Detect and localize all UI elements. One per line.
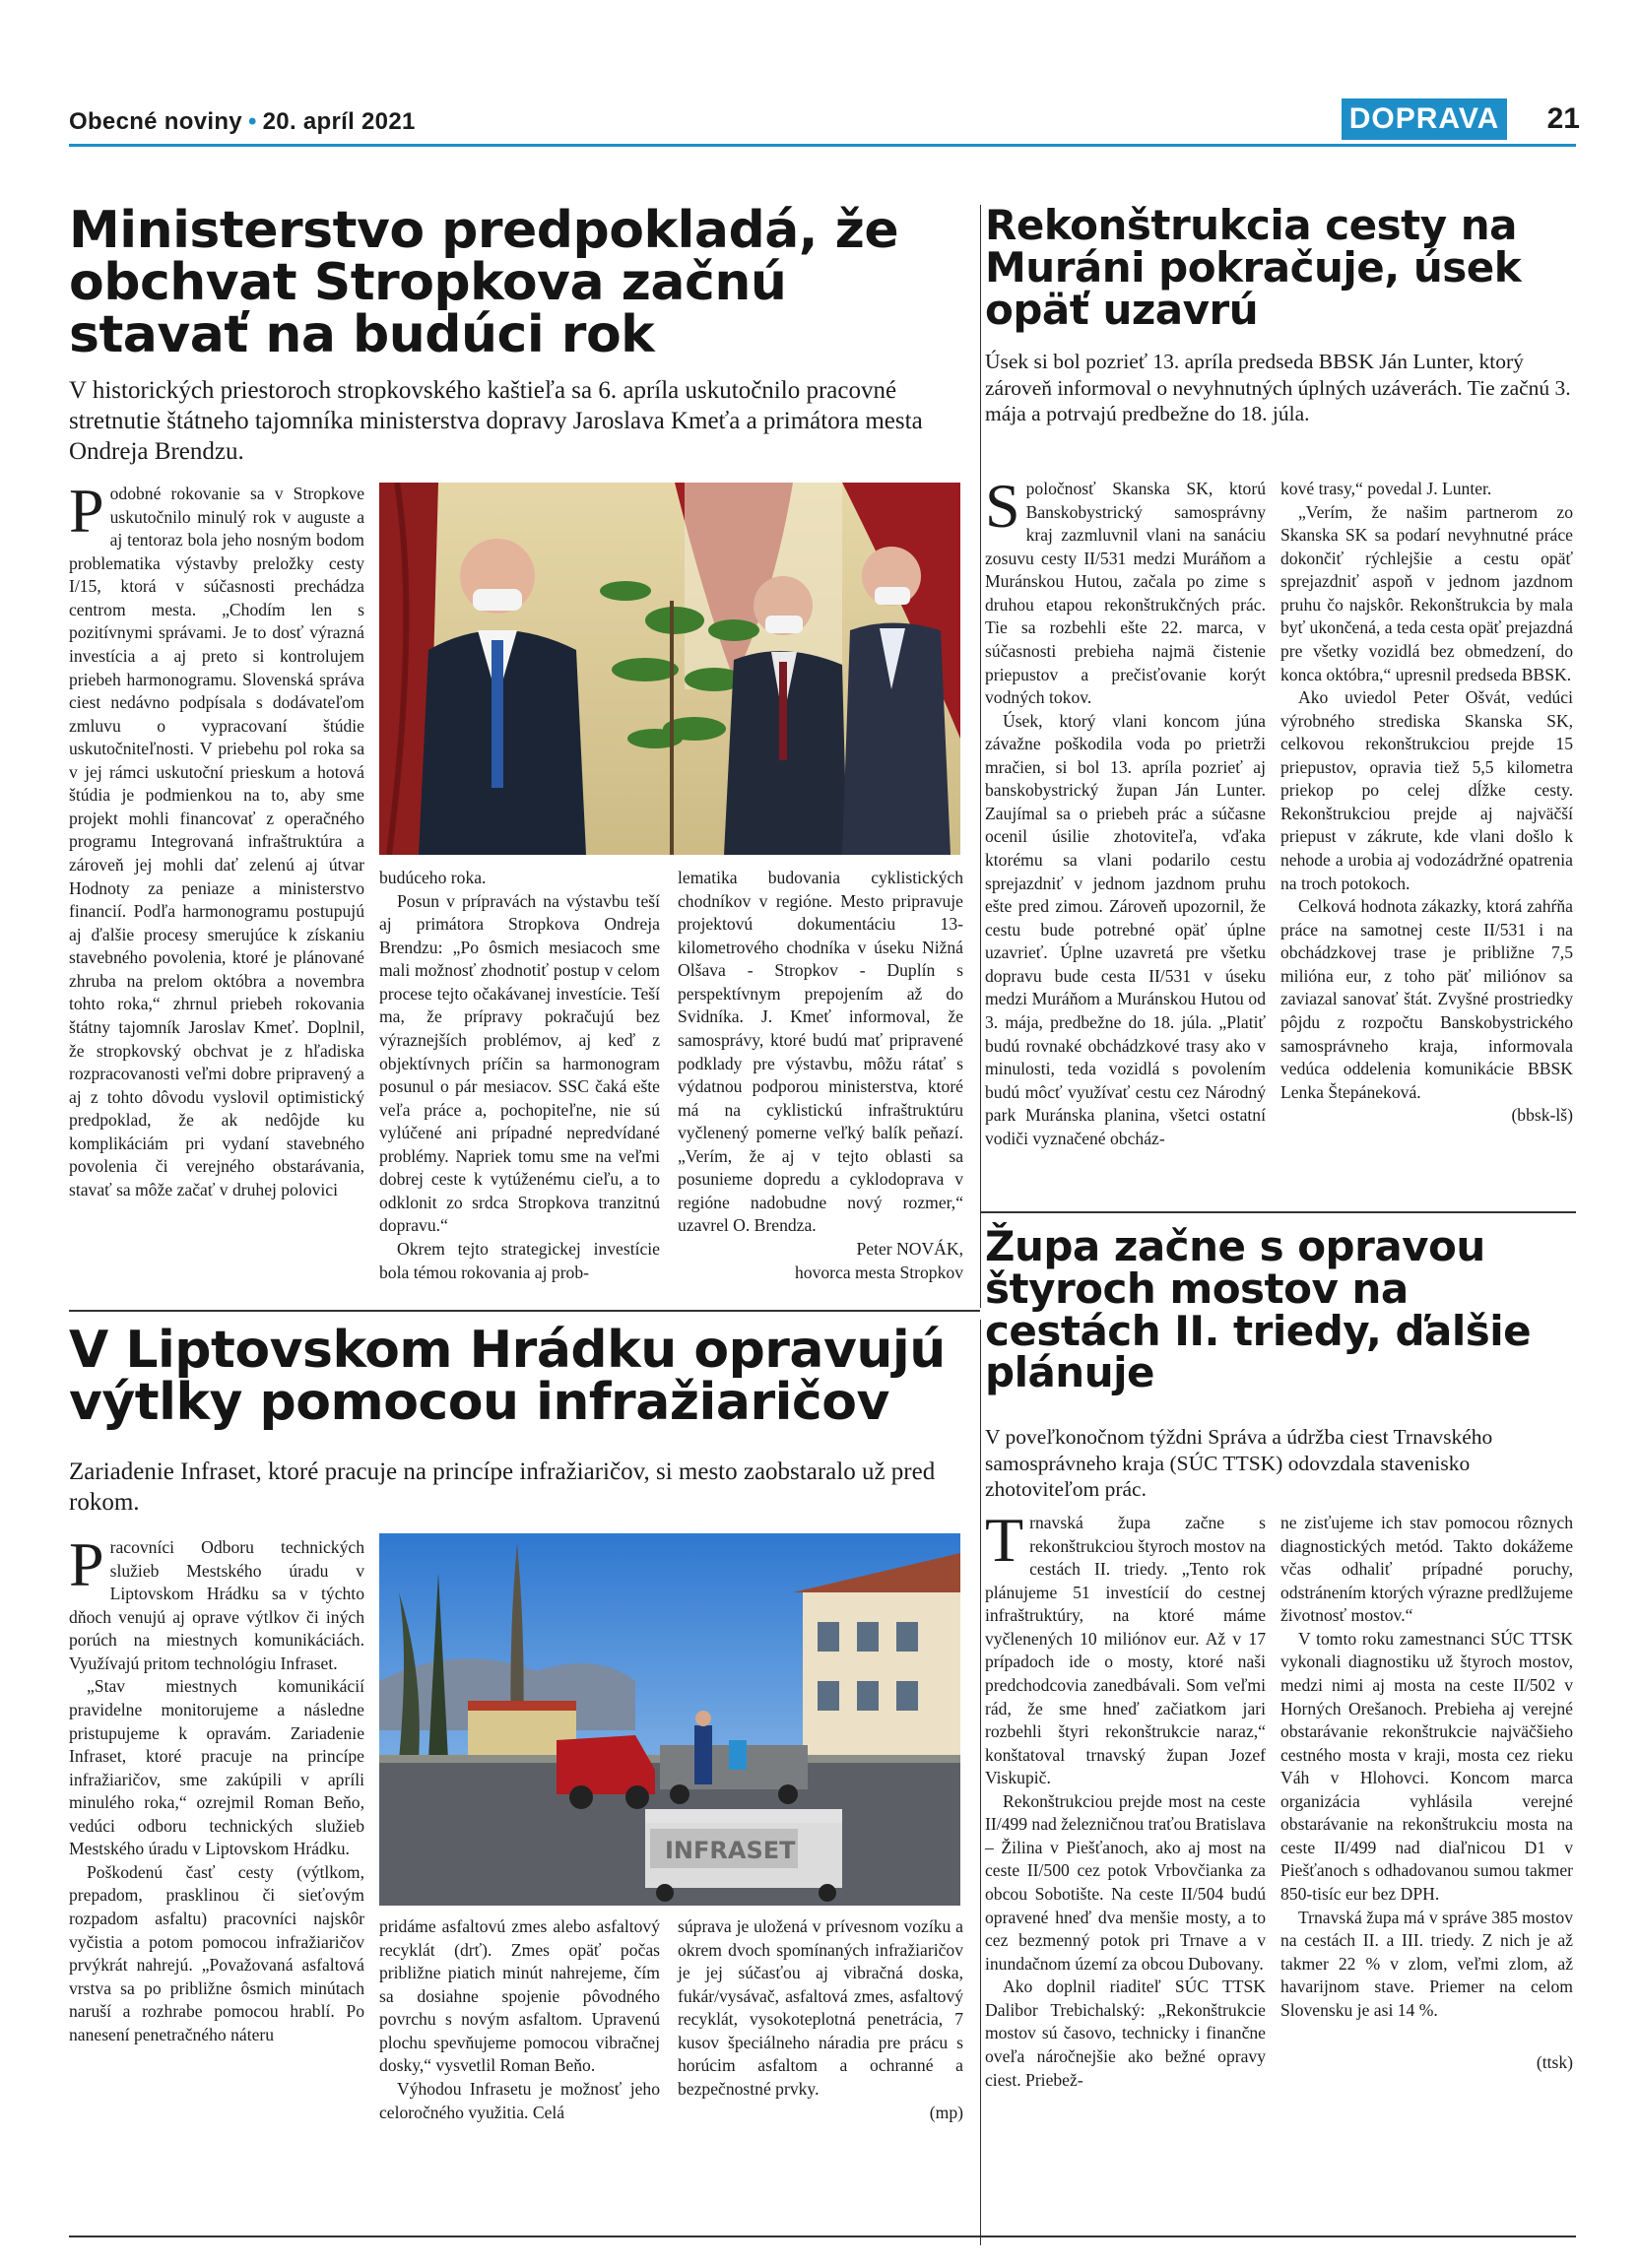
article-lead: V poveľkonočnom týždni Správa a údržba ciest Trnavského samosprávneho kraja (SÚC TTSK) odovzdala stavenisko zhotoviteľom prác. bbox=[985, 1425, 1493, 1502]
article-signature: (ttsk) bbox=[1536, 2052, 1573, 2073]
publication-name: Obecné noviny bbox=[69, 108, 242, 135]
article-column bbox=[69, 476, 364, 1201]
article-lead: Úsek si bol pozrieť 13. apríla predseda BBSK Ján Lunter, ktorý zároveň informoval o nevyhnutných úplných uzáverách. Tie začnú 3. mája a potrvajú predbežne do 18. júla. bbox=[985, 350, 1571, 426]
article-column bbox=[678, 867, 963, 1284]
body-paragraph: Poškodenú časť cesty (výtlkom, prepadom, prasklinou či sieťovým rozpadom asfaltu) pracovníci najskôr vyčistia a potom pomocou infražiaričov prvýkrát nahrejú. „Považovaná asfaltová vrstva sa po približne ôsmich minútach naruší a rozhrabe pomocou hrablí. Po nanesení penetračného náteru bbox=[69, 1861, 364, 2044]
body-paragraph: Výhodou Infrasetu je možnosť jeho celoročného využitia. Celá bbox=[379, 2078, 660, 2122]
body-paragraph: lematika budovania cyklistických chodníkov v regióne. Mesto pripravuje projektovú dokumentáciu 13-kilometrového chodníka v úseku Nižná Olšava - Stropkov - Duplín s perspektívnym prepojením až do Svidníka. J. Kmeť informoval, že samosprávy, ktoré budú mať pripravené podklady pre výstavbu, môžu rátať s výdatnou podporou ministerstva, ktoré má na cyklistickú infraštruktúru vyčlenený pomerne veľký balík peňazí. „Verím, že aj v tejto oblasti sa posunieme dopredu a cyklodoprava v regióne nadobudne nový rozmer,“ uzavrel O. Brendza. bbox=[678, 868, 963, 1236]
body-paragraph: kové trasy,“ povedal J. Lunter. bbox=[1280, 479, 1492, 498]
article-headline: V Liptovskom Hrádku opravujú výtlky pomocou infražiaričov bbox=[69, 1321, 946, 1433]
body-paragraph: „Verím, že našim partnerom zo Skanska SK sa podarí nevyhnutné práce dokončiť rýchlejšie a cestu opäť sprejazdniť aspoň v jednom jazdnom pruhu čo najskôr. Rekonštrukcia by mala byť ukončená, a teda cesta opäť prejazdná pre všetky vozidlá bez obmedzení, do konca októbra,“ upresnil predseda BBSK. bbox=[1280, 501, 1573, 684]
body-paragraph: Úsek, ktorý vlani koncom júna závažne poškodila voda po prietrži mračien, si bol 13. apríla pozrieť aj banskobystrický župan Ján Lunter. Zaujímal sa o priebeh prác a súčasne ocenil úsilie zhotoviteľa, vďaka ktorému sa vlani podarilo cestu sprejazdniť v jednom jazdnom pruhu ešte pred zimou. Zároveň upozornil, že cestu bude potrebné opäť úplne uzavrieť. Úplne uzavretá pre všetku dopravu bude cesta II/531 v úseku medzi Muráňom a Muránskou Hutou od 3. mája, predbežne do 18. júla. „Platiť budú rovnaké obchádzkové trasy ako v minulosti, teda vozidlá s povolením budú môcť využívať cestu cez Národný park Muránska planina, všetci ostatní vodiči vyznačené obcház- bbox=[985, 710, 1266, 1148]
meeting-photo-image bbox=[379, 483, 960, 855]
infraset-brand-text: INFRASET bbox=[665, 1837, 796, 1864]
article-divider-left bbox=[69, 1310, 980, 1312]
drop-cap: T bbox=[985, 1505, 1024, 1575]
column-divider bbox=[980, 205, 981, 1308]
article-lead: Zariadenie Infraset, ktoré pracuje na princípe infražiaričov, si mesto zaobstaralo už pred rokom. bbox=[69, 1458, 936, 1516]
page-number: 21 bbox=[1546, 102, 1580, 135]
body-paragraph: Ako doplnil riaditeľ SÚC TTSK Dalibor Trebichalský: „Rekonštrukcie mostov sú časovo, technicky i finančne oveľa náročnejšie ako bežné opravy ciest. Priebež- bbox=[985, 1976, 1266, 2090]
article-signature: (mp) bbox=[929, 2102, 963, 2122]
infraset-photo-image bbox=[379, 1533, 960, 1906]
section-label: DOPRAVA bbox=[1342, 98, 1507, 140]
article-column bbox=[985, 471, 1266, 1150]
article-photo-meeting bbox=[379, 483, 960, 855]
body-text: odobné rokovanie sa v Stropkove uskutočnilo minulý rok v auguste a aj tentoraz bola jeho nosným bodom problematika výstavby preložky cesty I/15, ktorá v súčasnosti prechádza centrom mesta. „Chodím len s pozitívnymi správami. Je to dosť výrazná investícia a aj preto si kontrolujem priebeh harmonogramu. Slovenská správa ciest nedávno podpísala s dodávateľom zmluvu o vypracovaní štúdie uskutočniteľnosti. V priebehu pol roka sa v jej rámci uskutoční prieskum a hotová štúdia je podmienkou na to, aby sme projekt mohli financovať z operačného programu Integrovaná infraštruktúra a zároveň jej mohli dať zelenú aj útvar Hodnoty za peniaze a ministerstvo financií. Podľa harmonogramu postupujú aj ďalšie procesy smerujúce k získaniu stavebného povolenia, ktoré je plánované zhruba na prelom októbra a novembra tohto roka,“ zhrnul priebeh rokovania štátny tajomník Jaroslav Kmeť. Doplnil, že stropkovský obchvat je z hľadiska rozpracovanosti veľmi dobre pripravený a aj z tohto dôvodu vyslovil optimistický predpoklad, že ak nedôjde ku komplikáciám pri vydaní stavebného povolenia či verejného obstarávania, stavať sa môže začať v druhej polovici bbox=[69, 484, 364, 1199]
body-paragraph: ne zisťujeme ich stav pomocou rôznych diagnostických metód. Takto dokážeme včas odhaliť prípadné poruchy, odstránením ktorých výrazne predlžujeme životnosť mostov.“ bbox=[1280, 1513, 1573, 1626]
separator-dot: • bbox=[247, 108, 257, 135]
article-headline: Ministerstvo predpokladá, že obchvat Stropkova začnú stavať na budúci rok bbox=[69, 201, 899, 365]
body-paragraph: pridáme asfaltovú zmes alebo asfaltový recyklát (drť). Zmes opäť počas približne piatich minút nahrejeme, čím sa dosiahne spojenie pôvodného povrchu s novým asfaltom. Upravenú plochu spevňujeme pomocou vibračnej dosky,“ vysvetlil Roman Beňo. bbox=[379, 1916, 660, 2076]
author-role: hovorca mesta Stropkov bbox=[794, 1262, 963, 1282]
article-column bbox=[69, 1529, 364, 2046]
body-text: racovníci Odboru technických služieb Mestského úradu v Liptovskom Hrádku sa v týchto dňoch venujú aj oprave výtlkov či iných porúch na miestnych komunikáciách. Využívajú pritom technológiu Infraset. bbox=[69, 1537, 364, 1673]
body-paragraph: súprava je uložená v prívesnom vozíku a okrem dvoch spomínaných infražiaričov je jej súčasťou aj vibračná doska, fukár/vysávač, asfaltová zmes, asfaltový recyklát, vysokoteplotná penetrácia, 7 kusov špeciálneho náradia pre prácu s horúcim asfaltom a ochranné a bezpečnostné prvky. bbox=[678, 1916, 963, 2099]
article-column bbox=[1280, 1512, 1573, 2075]
article-photo-infraset bbox=[379, 1533, 960, 1906]
body-paragraph: Trnavská župa má v správe 385 mostov na cestách II. a III. triedy. Z nich je až takmer 22 % v zlom, veľmi zlom, až havarijnom stave. Priemer na celom Slovensku je asi 14 %. bbox=[1280, 1907, 1573, 2020]
drop-cap: P bbox=[69, 476, 104, 546]
footer-rule bbox=[69, 2236, 1576, 2237]
article-headline: Rekonštrukcia cesty na Muráni pokračuje, úsek opäť uzavrú bbox=[985, 201, 1522, 334]
body-paragraph: Ako uviedol Peter Ošvát, vedúci výrobného strediska Skanska SK, celkovou rekonštrukciou prejde 15 priepustov, opravia tiež 5,5 kilometra priekop po celej dĺžke cesty. Rekonštrukciou prejde aj najväčší priepust v zákrute, kde vlani došlo k nehode a urobia aj vodozádržné opatrenia na troch potokoch. bbox=[1280, 687, 1573, 893]
body-paragraph: „Stav miestnych komunikácií pravidelne monitorujeme a následne pristupujeme k opravám. Zariadenie Infraset, ktoré pracuje na princípe infražiaričov, sme zakúpili v apríli minulého roka,“ ozrejmil Roman Beňo, vedúci odboru technických služieb Mestského úradu v Liptovskom Hrádku. bbox=[69, 1676, 364, 1859]
article-signature: (bbsk-lš) bbox=[1511, 1105, 1573, 1126]
article-column bbox=[379, 867, 660, 1284]
masthead bbox=[69, 108, 416, 136]
body-paragraph: Posun v prípravách na výstavbu teší aj primátora Stropkova Ondreja Brendzu: „Po ôsmich mesiacoch sme mali možnosť zhodnotiť postup v celom procese tejto očakávanej investície. Teší ma, že prípravy pokračujú bez výraznejších problémov, aj keď z objektívnych príčin sa harmonogram posunul o pár mesiacov. SSC čaká ešte veľa práce a, pochopiteľne, nie sú vylúčené ani prípadné nepredvídané problémy. Napriek tomu sme na veľmi dobrej ceste k vytúženému cieľu, a to odklonit zo srdca Stropkova tranzitnú dopravu.“ bbox=[379, 890, 660, 1236]
article-headline: Župa začne s opravou štyroch mostov na cestách II. triedy, ďalšie plánuje bbox=[985, 1222, 1532, 1397]
body-text: poločnosť Skanska SK, ktorú Banskobystrický samosprávny kraj zazmluvnil vlani na sanáciu zosuvu cesty II/531 medzi Muráňom a Muránskou Hutou, začala po zime s druhou etapou rekonštrukčných prác. Tie sa rozbehli ešte 22. marca, v súčasnosti prebieha najmä čistenie priepustov a prečisťovanie korýt vodných tokov. bbox=[985, 479, 1266, 708]
body-paragraph: Rekonštrukciou prejde most na ceste II/499 nad železničnou traťou Bratislava – Žilina v Piešťanoch, ako aj most na ceste II/500 cez potok Vrbovčianka za obcou Sobotište. Na ceste II/504 budú opravené hneď dva menšie mosty, a to cez bezmenný potok pri Trnave a v inundačnom území za obcou Dubovany. bbox=[985, 1790, 1266, 1974]
drop-cap: P bbox=[69, 1529, 104, 1599]
body-paragraph: Okrem tejto strategickej investície bola témou rokovania aj prob- bbox=[379, 1239, 660, 1282]
drop-cap: S bbox=[985, 471, 1020, 541]
author-name: Peter NOVÁK, bbox=[856, 1239, 963, 1259]
article-column bbox=[985, 1505, 1266, 2092]
header-rule bbox=[69, 144, 1576, 147]
article-column bbox=[379, 1915, 660, 2124]
article-divider-right bbox=[980, 1211, 1576, 1213]
body-paragraph: V tomto roku zamestnanci SÚC TTSK vykonali diagnostiku už štyroch mostov, medzi nimi aj mosta na ceste II/502 v Horných Orešanoch. Prebieha aj verejné obstarávanie rekonštrukcie najväčšieho cestného mosta v kraji, mosta cez rieku Váh v Hlohovci. Koncom marca organizácia vyhlásila verejné obstarávanie na rekonštrukciu mosta na ceste II/499 nad diaľnicou D1 v Piešťanoch s odhadovanou sumou takmer 850-tisíc eur bez DPH. bbox=[1280, 1628, 1573, 1904]
article-column bbox=[678, 1915, 963, 2124]
body-paragraph: Celková hodnota zákazky, ktorá zahŕňa práce na samotnej ceste II/531 i na obchádzkovej trase je približne 7,5 milióna eur, z toho päť miliónov sa zaviazal sanovať štát. Zvyšné prostriedky pôjdu z rozpočtu Banskobystrického samosprávneho kraja, informovala vedúca oddelenia komunikácie BBSK Lenka Štepáneková. bbox=[1280, 896, 1573, 1102]
article-lead: V historických priestoroch stropkovského kaštieľa sa 6. apríla uskutočnilo pracovné stretnutie štátneho tajomníka ministerstva dopravy Jaroslava Kmeťa a primátora mesta Ondreja Brendzu. bbox=[69, 377, 923, 465]
body-text: rnavská župa začne s rekonštrukciou štyroch mostov na cestách II. triedy. „Tento rok plánujeme 51 investícií do cestnej infraštruktúry, na ktoré máme vyčlenených 10 miliónov eur. Až v 17 prípadoch ide o mosty, ktoré naši predchodcovia zanedbávali. Som veľmi rád, že sme hneď začiatkom jari rozbehli štyri rekonštrukcie naraz,“ konštatoval trnavský župan Jozef Viskupič. bbox=[985, 1513, 1266, 1788]
article-column bbox=[1280, 478, 1573, 1128]
body-paragraph: budúceho roka. bbox=[379, 868, 487, 887]
column-divider-lower bbox=[980, 1320, 981, 2245]
issue-date: 20. apríl 2021 bbox=[262, 108, 416, 135]
